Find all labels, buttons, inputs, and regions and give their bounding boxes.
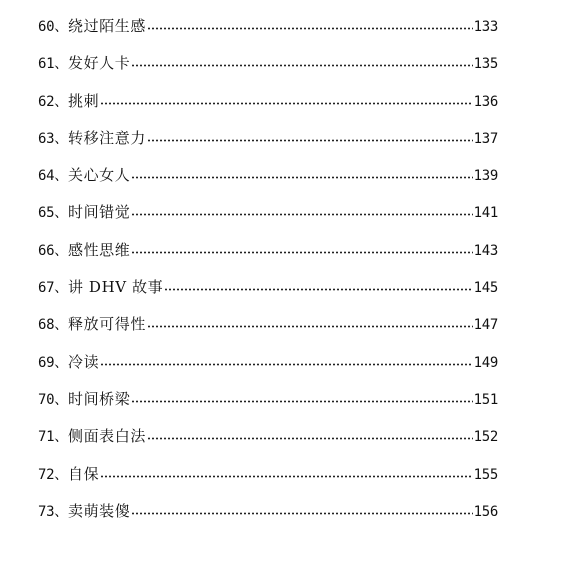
dot-leader: [131, 203, 472, 217]
toc-entry[interactable]: [38, 418, 498, 455]
toc-entry-title: 转移注意力: [67, 128, 146, 147]
toc-entry-page-number: 145: [473, 280, 498, 297]
toc-entry[interactable]: [38, 120, 498, 157]
dot-leader: [100, 353, 472, 367]
toc-entry-page-number: 147: [473, 317, 498, 334]
table-of-contents: [38, 8, 498, 530]
toc-entry-page-number: 135: [473, 56, 498, 73]
toc-entry-page-number: 143: [473, 242, 498, 259]
toc-entry[interactable]: [38, 194, 498, 231]
toc-entry-page-number: 133: [473, 19, 498, 35]
toc-entry-number: 69、: [38, 354, 68, 371]
toc-entry-title: 时间桥梁: [67, 389, 131, 408]
toc-entry-number: 70、: [38, 391, 68, 408]
toc-entry-title: 发好人卡: [67, 54, 131, 73]
toc-entry-page-number: 139: [473, 168, 498, 185]
toc-entry-number: 65、: [38, 205, 68, 222]
toc-entry[interactable]: [38, 493, 498, 530]
toc-entry-number: 71、: [38, 429, 68, 446]
toc-entry-page-number: 152: [473, 429, 498, 446]
toc-entry[interactable]: [38, 8, 498, 45]
dot-leader: [147, 315, 473, 329]
toc-entry-page-number: 137: [473, 130, 498, 147]
dot-leader: [100, 465, 472, 479]
toc-entry[interactable]: [38, 83, 498, 120]
toc-entry-title: 时间错觉: [67, 203, 131, 222]
toc-entry[interactable]: [38, 45, 498, 82]
toc-entry-page-number: 156: [473, 503, 498, 520]
toc-entry[interactable]: [38, 381, 498, 418]
toc-entry-title: 卖萌装傻: [67, 501, 131, 520]
toc-entry-title: 关心女人: [67, 166, 131, 185]
toc-entry[interactable]: [38, 456, 498, 493]
toc-entry-page-number: 155: [473, 466, 498, 483]
toc-entry-number: 64、: [38, 168, 68, 185]
toc-entry[interactable]: [38, 306, 498, 343]
dot-leader: [131, 166, 472, 180]
toc-entry[interactable]: [38, 157, 498, 194]
toc-entry-number: 60、: [38, 19, 68, 35]
dot-leader: [131, 54, 472, 68]
dot-leader: [131, 390, 472, 404]
dot-leader: [164, 278, 472, 292]
toc-entry-title: 冷读: [67, 352, 100, 371]
dot-leader: [131, 502, 472, 516]
toc-entry-title: 侧面表白法: [67, 427, 146, 446]
toc-entry-page-number: 149: [473, 354, 498, 371]
toc-entry-number: 63、: [38, 130, 68, 147]
toc-entry[interactable]: [38, 344, 498, 381]
toc-entry-number: 61、: [38, 56, 68, 73]
toc-entry-number: 68、: [38, 317, 68, 334]
dot-leader: [147, 129, 473, 143]
toc-entry-number: 66、: [38, 242, 68, 259]
dot-leader: [100, 92, 472, 106]
toc-entry-title: 自保: [67, 464, 100, 483]
toc-entry-page-number: 136: [473, 93, 498, 110]
toc-entry-page-number: 151: [473, 391, 498, 408]
toc-entry-title: 绕过陌生感: [67, 17, 146, 35]
toc-entry-page-number: 141: [473, 205, 498, 222]
toc-entry-title: 讲 DHV 故事: [67, 278, 164, 297]
toc-entry-title: 释放可得性: [67, 315, 146, 334]
toc-entry[interactable]: [38, 269, 498, 306]
toc-entry-title: 挑刺: [67, 91, 100, 110]
toc-entry-number: 62、: [38, 93, 68, 110]
dot-leader: [147, 427, 473, 441]
toc-entry-number: 73、: [38, 503, 68, 520]
toc-entry-number: 67、: [38, 280, 68, 297]
toc-entry-number: 72、: [38, 466, 68, 483]
toc-entry-title: 感性思维: [67, 240, 131, 259]
toc-entry[interactable]: [38, 232, 498, 269]
dot-leader: [147, 17, 473, 31]
dot-leader: [131, 241, 472, 255]
